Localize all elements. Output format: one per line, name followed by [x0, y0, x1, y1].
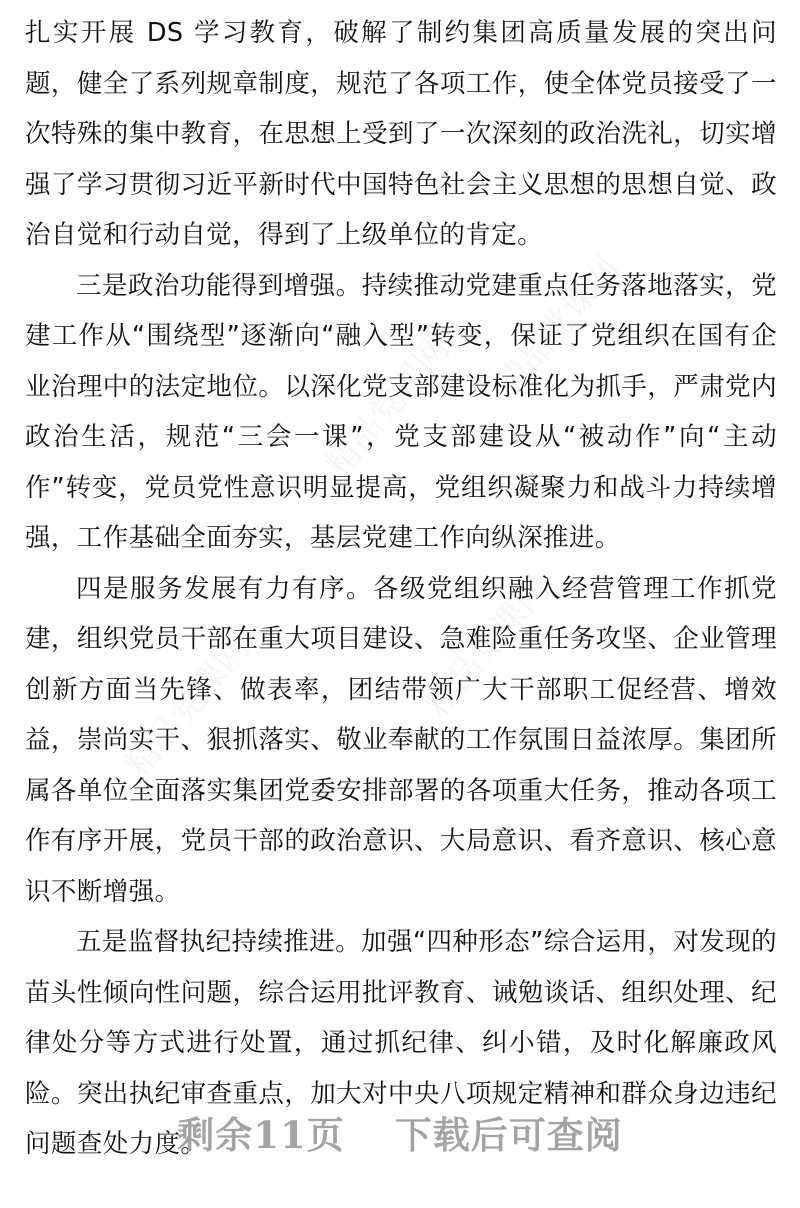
download-notice[interactable] [0, 1105, 800, 1159]
paragraph-service-development: 四是服务发展有力有序。各级党组织融入经营管理工作抓党建，组织党员干部在重大项目建设、急难险重任务攻坚、企业管理创新方面当先锋、做表率，团结带领广大干部职工促经营、增效益，崇尚实干、狠抓落实、敬业奉献的工作氛围日益浓厚。集团所属各单位全面落实集团党委安排部署的各项重大任务，推动各项工作有序开展，党员干部的政治意识、大局意识、看齐意识、核心意识不断增强。 [25, 573, 777, 907]
watermark: 精品党课网 [417, 568, 558, 725]
watermark: 精品党课网 [317, 328, 458, 485]
paragraph-continuation: 扎实开展 DS 学习教育，破解了制约集团高质量发展的突出问题，健全了系列规章制度，规范了各项工作，使全体党员接受了一次特殊的集中教育，在思想上受到了一次深刻的政治洗礼，切实增强了学习贯彻习近平新时代中国特色社会主义思想的思想自觉、政治自觉和行动自觉，得到了上级单位的肯定。 [25, 18, 777, 250]
paragraph-discipline-supervision: 五是监督执纪持续推进。加强“四种形态”综合运用，对发现的苗头性倾向性问题，综合运用批评教育、诫勉谈话、组织处理、纪律处分等方式进行处置，通过抓纪律、纠小错，及时化解廉政风险。突出执纪审查重点，加大对中央八项规定精神和群众身边违纪问题查处力度。 [25, 927, 777, 1159]
watermark: 精品党课网 [487, 248, 628, 405]
watermark: 精品党课网 [117, 628, 258, 785]
remaining-pages-label: 剩余11页 [177, 1113, 345, 1157]
paragraph-political-function: 三是政治功能得到增强。持续推动党建重点任务落地落实，党建工作从“围绕型”逐渐向“融入型”转变，保证了党组织在国有企业治理中的法定地位。以深化党支部建设标准化为抓手，严肃党内政治生活，规范“三会一课”，党支部建设从“被动作”向“主动作”转变，党员党性意识明显提高，党组织凝聚力和战斗力持续增强，工作基础全面夯实，基层党建工作向纵深推进。 [25, 270, 777, 553]
document-body [25, 8, 777, 1170]
download-to-view-label: 下载后可查阅 [394, 1113, 623, 1157]
